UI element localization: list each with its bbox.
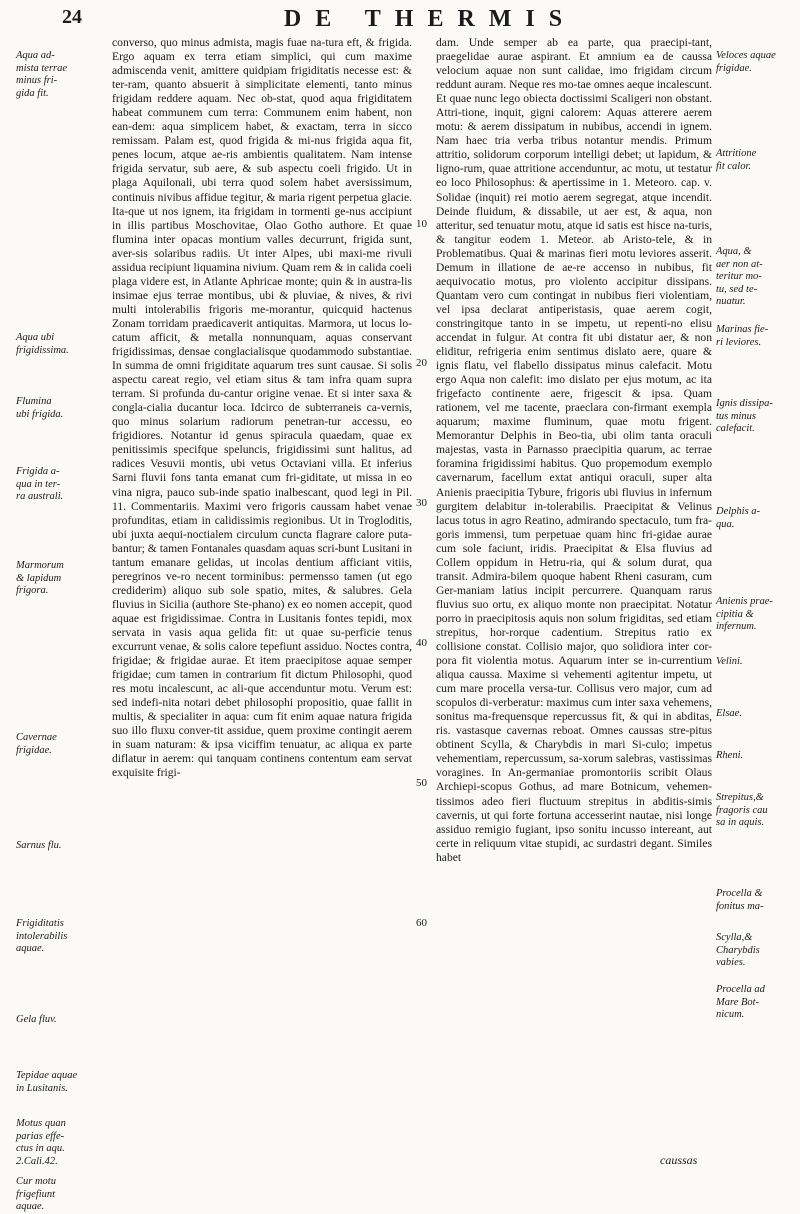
margin-note: Procella ad Mare Bot- nicum. — [716, 984, 765, 1020]
margin-note: Rheni. — [716, 750, 744, 761]
line-number: 60 — [416, 917, 427, 929]
margin-note: Veloces aquae frigidae. — [716, 50, 776, 74]
margin-note: Aqua ubi frigidissima. — [16, 332, 69, 356]
line-number: 50 — [416, 777, 427, 789]
catchword: caussas — [660, 1153, 698, 1167]
margin-note: Delphis a- qua. — [716, 506, 761, 530]
margin-note: Elsae. — [716, 708, 742, 719]
margin-note: Tepidae aquae in Lusitanis. — [16, 1070, 78, 1094]
margin-note: Frigiditatis intolerabilis aquae. — [16, 918, 68, 954]
margin-note: Marmorum & lapidum frigora. — [16, 560, 64, 596]
line-number: 30 — [416, 497, 427, 509]
margin-note: Scylla,& Charybdis vabies. — [716, 932, 760, 968]
margin-note: Frigida a- qua in ter- ra australi. — [16, 466, 64, 502]
margin-note: Motus quan parias effe- ctus in aqu. 2.Cali.42. — [16, 1118, 66, 1167]
running-head: DE THERMIS — [283, 6, 577, 32]
page-number: 24 — [62, 6, 82, 28]
margin-note: Procella & fonitus ma- — [716, 888, 764, 912]
margin-note: Ignis dissipa- tus minus calefacit. — [716, 398, 773, 434]
margin-note: Flumina ubi frigida. — [16, 396, 64, 420]
margin-note: Gela fluv. — [16, 1014, 57, 1025]
line-number: 40 — [416, 637, 427, 649]
right-text-column — [436, 36, 712, 865]
margin-note: Attritione fit calor. — [716, 148, 757, 172]
margin-note: Sarnus flu. — [16, 840, 62, 851]
line-number: 10 — [416, 218, 427, 230]
right-column-text: dam. Unde semper ab ea parte, qua praecipi-tant, praegelidae aurae aspirant. Et amnium ea de caussa velocium aquae non sunt calidae, imo frigidam circum reddunt auram. Neque res mo-tae omnes aeque incalescunt. Et quae nunc lego obiecta doctissimi Scaligeri non obstant. Attri-tione, inquit, gigni calorem: Aquas atterere aerem motu: & aerem dissipatum in nubibus, accendi in ignem. Nam haec tria verba tribus notantur mendis. Primum attritio, solidorum corporum intelligi debet; ut lapidum, & ligno-rum, quae attritione accenduntur, ac motu, ut testatur eo loco Philosophus: & apertissime in 1. Meteoro. cap. v. Solidae (inquit) rei motio aerem segregat, atque incendit. Deinde fluidum, & dissabile, ut aer est, & aqua, non atteritur, sed tenuatur motu, atque id satis est hisce na-turis, & tangitur eodem 1. Meteor. ab Aristo-tele, & in Problematibus. Quai & marinas fieri motu leviores asserit. Demum in illatione de ae-re accenso in nubibus, fit aequivocatio motus, pro violento accipitur dissipans. Quantam vero cum contingat in nubibus fieri violentiam, vel ipsa declarat antiperistasis, quae aerem cogit, constringitque tanto in se impetu, ut repenti-no elisu accendat in fulgur. At contra fit ubi distatur aer, & non eliditur, refrigeria enim sentimus dislato aere, quare & ignis flatu, vel flabello dissipatus minus calefacit. Motu ergo Aqua non calefit: imo dislato per ejus motum, ac ita frigefacto continente aere, frigescit & ipsa. Quam rationem, vel me tacente, praeclara con-firmant exempla aquarum; maxime fluminum, quae motu frigent. Memorantur Delphis in Beo-tia, ubi olim tanta oraculi majestas, vasta in Parnasso praecipitia quarum, ac terrae foramina frigidissimi habitus. Quo propemodum exemplo cavernarum, facellum extat antiqui oraculi, super alta Anienis praecipitia Tybure, frigoris ubi fluvius in infernum gurgitem delabitur in-tolerabilis. Praecipitat & Velinus lacus totus in agro Reatino, admirando spectaculo, tum fra-goris immensi, tum perpetuae quam hinc fri-gidae aurae cum sole faciunt, iridis. Praecipitat & Elsa fluvius ad Collem oppidum in Hetru-ria, qui & solum durat, qua transit. Admira-bilem quoque habent Rheni casuram, cum Ger-maniam latius incipit percurrere. Quanquam rarus fluvius suo ortu, ex aliquo monte non praecipitat. Notatur porro in praecipitosis aquis non solum frigiditas, sed etiam strepitus, hor-rorque cadentium. Strepitus ratio ex collisione constat. Collisio major, quo solidiora inter cor-pora fit violentia motus. Aquarum inter se in-currentium aliqua caussa. Maxime si vehementi agitentur impetu, ut cum mare procella versa-tur. Collisus vero major, cum ad scopulos di-verberatur: maximus cum inter saxa vehemens, sonitus ma-frequensque repercussus fit, & qui in abditas, ris. vastasque cavernas reboat. Omnes caussas stre-pitus obtinent Scylla, & Charybdis in mari Si-culo; impetus vehementiam, repercussum, sa-xorum salebras, vastissimas voragines. In An-germaniae promontoriis scribit Olaus Archiepi-scopus Gothus, ad mare Botnicum, vehemen-tissimos adeo fieri fluctuum strepitus in abditis-simis cavernis, ut qui forte fortuna accesserint nautae, nisi longe assiduo remigio fugiant, ipso sonitu incusso intereant, aut certe in reliquum vitae stupidi, ac surdastri degant. Similes habet — [436, 36, 712, 864]
margin-note: Cavernae frigidae. — [16, 732, 57, 756]
margin-note: Anienis prae- cipitia & infernum. — [716, 596, 773, 632]
left-column-text: converso, quo minus admista, magis fuae na-tura eft, & frigida. Ergo aquam ex terra etiam simplici, qui cum maxime admiscenda venit, amittere quidpiam frigiditatis necesse est: & ter-ram, quanto absuerit à simplicitate elementi, tanto minus frigidam reddere aquam. Nec ob-stat, quod aqua frigiditatem habeat communem cum terra: Communem enim habent, non ean-dem: aqua simplicem habet, & exactam, terra in sicco remissam. Palam est, quod frigida & mi-nus frigida aqua fit, penes locum, atque ae-ris ambientis qualitatem. Nam intense frigida servatur, sub aere, & sub aspectu coeli frigido. Ut in plaga Aquilonali, ubi terra quod solem habet aversissimum, continuis nivibus affidue tegitur, & maria rigent perpetua glacie. Ita-que ut nos ignem, ita frigidam in tormenti ge-nus accipiunt in illis partibus Moschovitae, Olao Gotho authore. Et quae flumina inter opacas montium valles decurrunt, frigida sunt, aver-sis solaribus radiis. Ut inter Alpes, ubi maxi-me rivuli assidua recipiunt liquamina nivium. Quam rem & in calida coeli plaga videre est, in Atlante Aphricae monte; quin & in austra-lis insimae ejus terrae montibus, ubi & pluviae, & nives, & rivi multi intolerabilis frigoris me-morantur, quicquid hactenus Zonam torridam praedicaverit antiquitas. Marmora, ut locus lo-catum afficit, & metalla nonnunquam, aquas conservant frigidissimas, densae conglacialisque quodammodo substantiae. In summa de omni frigiditate aquarum tres sunt causae. Si solis aspectu careat regio, vel etiam situs & tam infra quam supra terram. Si profunda du-cantur origine venae. Et si inter saxa & congla-cialia ducantur loca. Idcirco de subterraneis ca-vernis, quo minus solarium radiorum penetran-tur accessu, eo frigidiores. Notantur id genus spiracula quaedam, quae ex penitissimis specifque speluncis, frigidissimi sunt halitus, ad radices Vesuvii montis, ubi vetus Octaviani villa. Et inferius Sarni fluvii fons tanta emanat cum fri-giditate, ut missa in eo vina nigra, pauco sub-inde spatio inalbescant, quod legi in Pil. 11. Commentariis. Maximi vero frigoris caussam habet venae profunditas, etiam in calidissimis regionibus. Ut in Trogloditis, ubi juxta aequi-noctialem circulum cuncta flagrare calore puta-bantur; & tamen Fontanales quasdam aquas scri-bunt Lusitani in tantum emanare gelidas, ut incolas dentium afficiant vitiis, peregrinos ve-ro necent torminibus: permensso tamen (ut ego crediderim) aliquo sub sole spatio, mites, & salubres. Gela fluvius in Sicilia (authore Ste-phano) ex eo nomen accepit, quod aquae est frigidissimae. Contra in Lusitanis fontes tepidi, mox servata in vasis aqua gelida fit: ut quae su-perficie tenus excurrunt venae, & solis calore tepefiunt assiduo. Noctes contra, frigidae; & frigidae aurae. Et item praecipitose aquae semper frigidae; cum tamen in contrarium fit dictum Philosophi, quod res motu incalescunt, ac ali-que accenduntur motu. Verum est: sed indefi-nita notari debet philosophi propositio, quae fallit in multis, & specialiter in aqua: cum fit enim aquae natura frigida suo illo fluxu conver-tit assidue, quem proxime contingit aerem in suam naturam: & ipsa viciffim tenuatur, ac aliqua ex parte diflatur in aerem: qui tanquam continens contentum eam servat exquisite frigi- — [112, 36, 412, 780]
margin-note: Marinas fie- ri leviores. — [716, 324, 769, 348]
margin-note: Aqua ad- mista terrae minus fri- gida fit. — [16, 50, 68, 99]
left-text-column — [112, 36, 412, 780]
margin-note: Cur motu frigefiunt aquae. — [16, 1176, 56, 1212]
margin-note: Velini. — [716, 656, 743, 667]
margin-note: Strepitus,& fragoris cau sa in aquis. — [716, 792, 768, 828]
line-number: 20 — [416, 357, 427, 369]
margin-note: Aqua, & aer non at- teritur mo- tu, sed te- nuatur. — [716, 246, 763, 307]
